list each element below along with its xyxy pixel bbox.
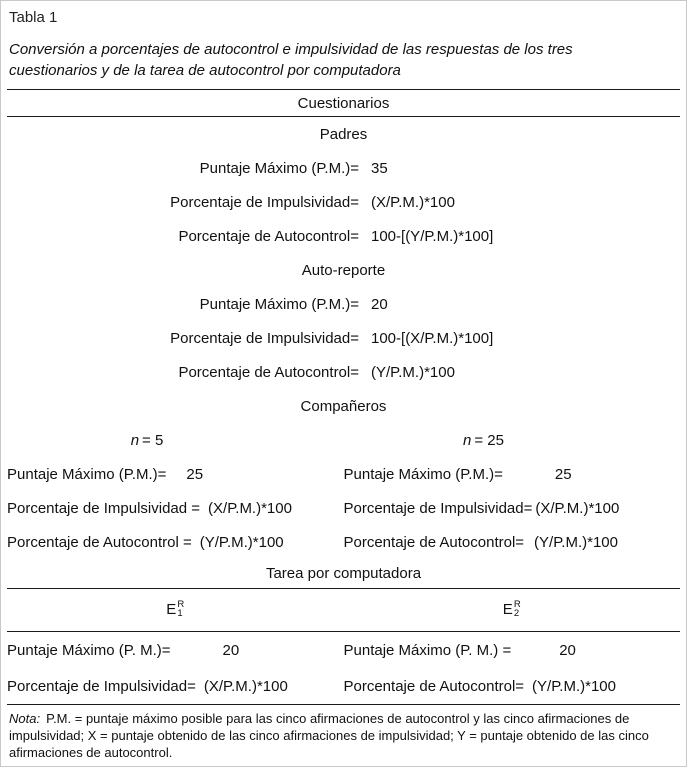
table-caption: Conversión a porcentajes de autocontrol e impulsividad de las respuestas de los tres cuestionarios y de la tarea de autocontrol por computadora xyxy=(9,41,573,79)
e-superscript: R xyxy=(177,599,185,610)
n-symbol: n xyxy=(130,431,140,449)
row-value: 20 xyxy=(222,641,240,659)
n-value: = 5 xyxy=(142,431,164,449)
table-row-tarea-pm xyxy=(7,632,680,668)
group-header-cuestionarios: Cuestionarios xyxy=(297,94,390,112)
e-supsub xyxy=(177,600,184,618)
row-label: Porcentaje de Autocontrol= xyxy=(343,677,525,695)
section-title-padres: Padres xyxy=(319,125,368,143)
row-value: (Y/P.M.)*100 xyxy=(371,363,455,381)
row-value: 20 xyxy=(371,295,388,313)
row-label: Porcentaje de Impulsividad= xyxy=(7,677,196,695)
table-row-tarea-porcentajes xyxy=(7,668,680,704)
row-label: Puntaje Máximo (P.M.)= xyxy=(343,465,503,483)
row-value: 25 xyxy=(186,465,204,483)
row-label: Puntaje Máximo (P.M.)= xyxy=(199,159,359,177)
condition-header-e2 xyxy=(503,601,521,619)
e-base: E xyxy=(166,601,177,618)
e-superscript: R xyxy=(513,599,521,610)
tarea-subheaders xyxy=(7,589,680,631)
row-label: Puntaje Máximo (P.M.)= xyxy=(199,295,359,313)
row-value: 20 xyxy=(559,641,576,659)
e-subscript: 2 xyxy=(513,608,520,619)
row-label: Porcentaje de Autocontrol= xyxy=(343,533,525,551)
table-row-autoreporte-impulsividad xyxy=(7,321,680,355)
row-value: 100-[(Y/P.M.)*100] xyxy=(371,227,494,245)
row-value: 100-[(X/P.M.)*100] xyxy=(371,329,494,347)
section-title-companeros: Compañeros xyxy=(300,397,387,415)
table-row-padres-impulsividad xyxy=(7,185,680,219)
e-subscript: 1 xyxy=(177,608,183,619)
row-value: (X/P.M.)*100 xyxy=(535,499,620,517)
row-value: 25 xyxy=(554,465,572,483)
e-supsub xyxy=(514,600,521,618)
section-title-auto-reporte: Auto-reporte xyxy=(301,261,386,279)
row-value: (X/P.M.)*100 xyxy=(203,677,288,695)
table-row-companeros-autocontrol xyxy=(7,525,680,559)
table-row-companeros-pm xyxy=(7,457,680,491)
row-label: Porcentaje de Autocontrol= xyxy=(178,363,359,381)
row-label: Puntaje Máximo (P. M.) = xyxy=(343,641,512,659)
row-label: Porcentaje de Impulsividad= xyxy=(343,499,533,517)
table-row-padres-autocontrol xyxy=(7,219,680,253)
table-row-padres-pm xyxy=(7,151,680,185)
row-label: Puntaje Máximo (P.M.)= xyxy=(7,465,167,483)
row-label: Porcentaje de Impulsividad = xyxy=(7,499,201,517)
horizontal-rule-bottom xyxy=(7,704,680,705)
companeros-subheaders xyxy=(7,423,680,457)
section-title-tarea: Tarea por computadora xyxy=(265,565,422,582)
note-text: P.M. = puntaje máximo posible para las cinco afirmaciones de autocontrol y las cinco afirmaciones de impulsividad; X = puntaje obtenido de las cinco afirmaciones de impulsividad; Y = puntaje obtenido de las cinco afirmaciones de autocontrol. xyxy=(9,711,649,760)
table-label: Tabla 1 xyxy=(9,9,58,26)
n-header-left xyxy=(7,432,287,449)
e-base: E xyxy=(502,601,513,618)
row-value: (X/P.M.)*100 xyxy=(208,499,292,517)
table-row-companeros-impulsividad xyxy=(7,491,680,525)
row-label: Porcentaje de Impulsividad= xyxy=(170,329,359,347)
n-value: = 25 xyxy=(474,431,504,449)
row-label: Porcentaje de Impulsividad= xyxy=(170,193,359,211)
row-label: Porcentaje de Autocontrol = xyxy=(7,533,192,551)
note-label: Nota: xyxy=(9,711,41,726)
row-value: (Y/P.M.)*100 xyxy=(199,533,284,551)
row-value: (X/P.M.)*100 xyxy=(371,193,455,211)
table-note xyxy=(7,710,680,761)
table-row-autoreporte-autocontrol xyxy=(7,355,680,389)
n-header-right xyxy=(344,432,624,449)
n-symbol: n xyxy=(463,431,472,449)
row-value: (Y/P.M.)*100 xyxy=(534,533,618,551)
row-value: (Y/P.M.)*100 xyxy=(532,677,616,695)
row-value: 35 xyxy=(371,159,388,177)
condition-header-e1 xyxy=(166,601,184,619)
row-label: Porcentaje de Autocontrol= xyxy=(178,227,359,245)
row-label: Puntaje Máximo (P. M.)= xyxy=(7,641,171,659)
table-row-autoreporte-pm xyxy=(7,287,680,321)
